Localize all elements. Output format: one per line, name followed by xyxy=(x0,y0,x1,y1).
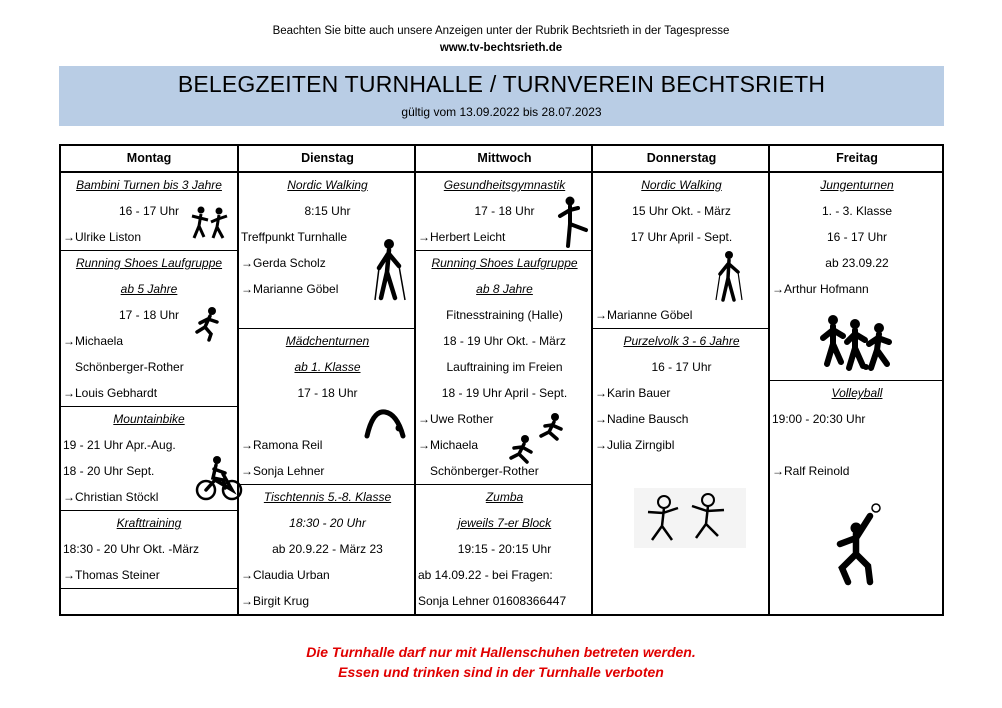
title-banner xyxy=(59,66,944,126)
nordic-walker-icon-thursday xyxy=(711,250,747,302)
page-title: BELEGZEITEN TURNHALLE / TURNVEREIN BECHTSRIETH xyxy=(177,71,826,97)
validity-period: gültig vom 13.09.2022 bis 28.07.2023 xyxy=(401,105,602,119)
schedule-line: →Birgit Krug xyxy=(241,594,310,608)
day-header-donnerstag: Donnerstag xyxy=(593,146,770,173)
block-divider xyxy=(61,406,237,407)
schedule-line xyxy=(241,303,414,327)
schedule-line: Schönberger-Rother xyxy=(430,464,539,478)
rule-shoes: Die Turnhalle darf nur mit Hallenschuhen betreten werden. xyxy=(306,644,696,660)
schedule-line: 18 - 19 Uhr April - Sept. xyxy=(441,386,568,400)
activity-title: Bambini Turnen bis 3 Jahre xyxy=(76,178,222,192)
nordic-walker-icon xyxy=(369,238,411,302)
kids-dancing-icon xyxy=(189,204,231,244)
schedule-line: →Karin Bauer xyxy=(595,386,671,400)
activity-title: Running Shoes Laufgruppe xyxy=(75,256,223,270)
schedule-line: 15 Uhr Okt. - März xyxy=(632,204,731,218)
schedule-line: Fitnesstraining (Halle) xyxy=(446,308,563,322)
activity-title: Zumba xyxy=(485,490,524,504)
soccer-players-icon xyxy=(819,314,899,372)
activity-title: Tischtennis 5.-8. Klasse xyxy=(263,490,392,504)
schedule-line: →Herbert Leicht xyxy=(418,230,506,244)
block-divider xyxy=(61,250,237,251)
day-header-freitag: Freitag xyxy=(770,146,944,173)
schedule-line: →Thomas Steiner xyxy=(63,568,160,582)
activity-title: ab 1. Klasse xyxy=(294,360,361,374)
schedule-line: 16 - 17 Uhr xyxy=(118,204,180,218)
activity-title: Gesundheitsgymnastik xyxy=(443,178,566,192)
schedule-line: →Michaela xyxy=(63,334,124,348)
gymnast-icon xyxy=(363,406,407,440)
activity-title: Mädchenturnen xyxy=(285,334,370,348)
schedule-line xyxy=(772,433,942,457)
schedule-line: 18:30 - 20 Uhr Okt. -März xyxy=(63,542,200,556)
block-divider xyxy=(593,328,770,329)
block-divider xyxy=(416,484,593,485)
schedule-line: Schönberger-Rother xyxy=(75,360,184,374)
activity-title: Running Shoes Laufgruppe xyxy=(431,256,578,270)
block-divider xyxy=(239,328,416,329)
schedule-line: 8:15 Uhr xyxy=(304,204,351,218)
sprinters-icon xyxy=(501,412,571,466)
schedule-line: →Louis Gebhardt xyxy=(63,386,158,400)
block-divider xyxy=(239,484,416,485)
schedule-line: 16 - 17 Uhr xyxy=(826,230,888,244)
schedule-line: →Uwe Rother xyxy=(418,412,494,426)
day-header-mittwoch: Mittwoch xyxy=(416,146,593,173)
schedule-line: →Michaela xyxy=(418,438,479,452)
schedule-line: 17 Uhr April - Sept. xyxy=(630,230,733,244)
activity-title: ab 8 Jahre xyxy=(476,282,533,296)
schedule-line: →Gerda Scholz xyxy=(241,256,326,270)
schedule-line: ab 20.9.22 - März 23 xyxy=(272,542,383,556)
activity-title: jeweils 7-er Block xyxy=(457,516,552,530)
schedule-line: 18 - 19 Uhr Okt. - März xyxy=(443,334,566,348)
activity-title: ab 5 Jahre xyxy=(120,282,178,296)
schedule-line: 18:30 - 20 Uhr xyxy=(289,516,366,530)
schedule-line: 17 - 18 Uhr xyxy=(118,308,180,322)
schedule-line: Treffpunkt Turnhalle xyxy=(241,230,348,244)
block-divider xyxy=(416,250,593,251)
website-link[interactable]: www.tv-bechtsrieth.de xyxy=(439,42,563,54)
schedule-line: ab 23.09.22 xyxy=(825,256,889,270)
day-header-montag: Montag xyxy=(61,146,237,173)
mountain-biker-icon xyxy=(195,454,243,502)
schedule-line: 1. - 3. Klasse xyxy=(821,204,893,218)
schedule-line: →Julia Zirngibl xyxy=(595,438,675,452)
stretching-woman-icon xyxy=(556,196,590,248)
children-playing-icon xyxy=(634,488,746,548)
rule-food: Essen und trinken sind in der Turnhalle verboten xyxy=(338,664,664,680)
schedule-line: 18 - 20 Uhr Sept. xyxy=(63,464,155,478)
schedule-line: 17 - 18 Uhr xyxy=(474,204,535,218)
runner-icon xyxy=(191,306,223,342)
block-divider xyxy=(61,510,237,511)
schedule-line: ab 14.09.22 - bei Fragen: xyxy=(418,568,553,582)
activity-title: Purzelvolk 3 - 6 Jahre xyxy=(623,334,740,348)
schedule-line: →Claudia Urban xyxy=(241,568,330,582)
schedule-line: 17 - 18 Uhr xyxy=(297,386,358,400)
schedule-line: →Christian Stöckl xyxy=(63,490,159,504)
schedule-line: 19:00 - 20:30 Uhr xyxy=(772,412,866,426)
schedule-line: →Nadine Bausch xyxy=(595,412,689,426)
volleyball-player-icon xyxy=(826,502,896,586)
schedule-line: 19 - 21 Uhr Apr.-Aug. xyxy=(63,438,176,452)
schedule-line: →Marianne Göbel xyxy=(241,282,339,296)
schedule-line: →Sonja Lehner xyxy=(241,464,325,478)
schedule-line: 16 - 17 Uhr xyxy=(651,360,712,374)
block-divider xyxy=(61,588,237,589)
schedule-line: →Ramona Reil xyxy=(241,438,323,452)
activity-title: Krafttraining xyxy=(116,516,182,530)
block-divider xyxy=(770,380,944,381)
activity-title: Nordic Walking xyxy=(287,178,368,192)
schedule-table xyxy=(59,144,944,616)
schedule-line: →Ulrike Liston xyxy=(63,230,142,244)
schedule-line: Sonja Lehner 01608366447 xyxy=(418,594,567,608)
column-dienstag xyxy=(237,146,416,614)
schedule-line: →Arthur Hofmann xyxy=(772,282,869,296)
activity-title: Volleyball xyxy=(831,386,883,400)
schedule-line: →Ralf Reinold xyxy=(772,464,850,478)
activity-title: Mountainbike xyxy=(113,412,185,426)
activity-title: Nordic Walking xyxy=(641,178,722,192)
schedule-line: Lauftraining im Freien xyxy=(446,360,563,374)
activity-title: Jungenturnen xyxy=(820,178,894,192)
day-header-dienstag: Dienstag xyxy=(239,146,416,173)
schedule-line: 19:15 - 20:15 Uhr xyxy=(457,542,552,556)
schedule-line: →Marianne Göbel xyxy=(595,308,693,322)
notice-text: Beachten Sie bitte auch unsere Anzeigen unter der Rubrik Bechtsrieth in der Tagespresse xyxy=(272,25,730,37)
